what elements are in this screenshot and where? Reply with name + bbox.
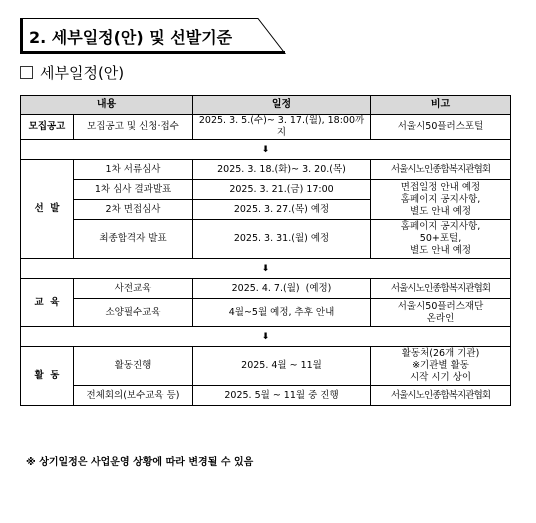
remark-line: 별도 안내 예정 xyxy=(409,205,472,217)
schedule-cell: 2025. 5월 ~ 11월 중 진행 xyxy=(193,386,371,406)
remark-cell xyxy=(371,299,511,327)
remark-line: ※기관별 활동 xyxy=(412,360,469,371)
schedule-cell: 2025. 3. 18.(화)~ 3. 20.(목) xyxy=(193,160,371,180)
item-cell: 1차 심사 결과발표 xyxy=(74,180,193,200)
section-title: 2. 세부일정(안) 및 선발기준 xyxy=(29,28,233,47)
schedule-cell: 2025. 3. 31.(월) 예정 xyxy=(193,220,371,259)
remark-cell: 서울시노인종합복지관협회 xyxy=(371,279,511,299)
remark-cell: 서울시노인종합복지관협회 xyxy=(371,160,511,180)
remark-line: 시작 시기 상이 xyxy=(409,372,472,383)
subsection-title: 세부일정(안) xyxy=(40,64,125,82)
schedule-table xyxy=(20,95,511,406)
table-row-recruit xyxy=(21,115,511,140)
down-arrow-icon: ⬇ xyxy=(21,327,511,347)
item-cell: 활동진행 xyxy=(74,347,193,386)
schedule-cell: 2025. 4월 ~ 11월 xyxy=(193,347,371,386)
arrow-row xyxy=(21,140,511,160)
category-activity: 활 동 xyxy=(21,347,74,406)
schedule-cell: 2025. 4. 7.(월) (예정) xyxy=(193,279,371,299)
category-education: 교 육 xyxy=(21,279,74,327)
table-row-activity-2 xyxy=(21,386,511,406)
item-cell: 소양필수교육 xyxy=(74,299,193,327)
item-cell: 2차 면접심사 xyxy=(74,200,193,220)
down-arrow-icon: ⬇ xyxy=(21,140,511,160)
remark-line: 면접일정 안내 예정 xyxy=(400,181,481,193)
remark-line: 홈페이지 공지사항, xyxy=(400,221,481,232)
schedule-cell: 2025. 3. 21.(금) 17:00 xyxy=(193,180,371,200)
category-recruit: 모집공고 xyxy=(21,115,74,140)
header-remark: 비고 xyxy=(371,96,511,115)
remark-line: 서울시50플러스재단 xyxy=(397,300,484,312)
schedule-cell: 4월~5월 예정, 추후 안내 xyxy=(193,299,371,327)
item-cell: 최종합격자 발표 xyxy=(74,220,193,259)
footnote: ※ 상기일정은 사업운영 상황에 따라 변경될 수 있음 xyxy=(26,457,254,468)
header-item: 내용 xyxy=(21,96,193,115)
remark-line: 홈페이지 공지사항, xyxy=(400,193,481,205)
item-cell: 전체회의(보수교육 등) xyxy=(74,386,193,406)
table-row-activity-1 xyxy=(21,347,511,386)
remark-line: 온라인 xyxy=(426,312,455,324)
remark-line: 50+포털, xyxy=(419,233,462,244)
table-header-row xyxy=(21,96,511,115)
item-cell: 1차 서류심사 xyxy=(74,160,193,180)
table-row-selection-1 xyxy=(21,160,511,180)
arrow-row xyxy=(21,259,511,279)
remark-line: 활동처(26개 기관) xyxy=(401,348,480,359)
down-arrow-icon: ⬇ xyxy=(21,259,511,279)
checkbox-square-icon xyxy=(20,66,33,79)
header-schedule: 일정 xyxy=(193,96,371,115)
section-header xyxy=(20,18,284,54)
remark-cell-merged xyxy=(371,180,511,220)
remark-cell: 서울시50플러스포털 xyxy=(371,115,511,140)
remark-cell xyxy=(371,347,511,386)
subsection-heading xyxy=(20,62,124,83)
table-row-selection-2 xyxy=(21,180,511,200)
table-row-education-1 xyxy=(21,279,511,299)
item-cell: 사전교육 xyxy=(74,279,193,299)
schedule-cell: 2025. 3. 27.(목) 예정 xyxy=(193,200,371,220)
remark-cell: 서울시노인종합복지관협회 xyxy=(371,386,511,406)
item-cell: 모집공고 및 신청·접수 xyxy=(74,115,193,140)
arrow-row xyxy=(21,327,511,347)
schedule-cell: 2025. 3. 5.(수)~ 3. 17.(월), 18:00까지 xyxy=(193,115,371,140)
table-row-education-2 xyxy=(21,299,511,327)
remark-line: 별도 안내 예정 xyxy=(409,245,472,256)
remark-cell xyxy=(371,220,511,259)
category-selection: 선 발 xyxy=(21,160,74,259)
